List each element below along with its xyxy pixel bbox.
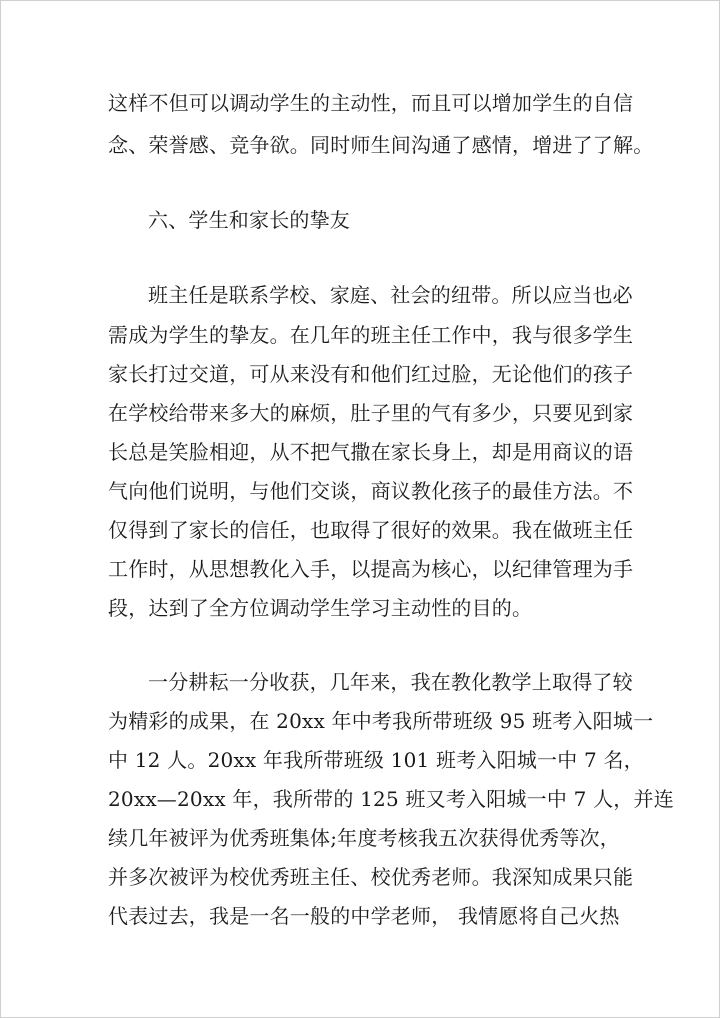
- paragraph-1-line-2: 念、荣誉感、竞争欲。同时师生间沟通了感情，增进了了解。: [108, 133, 654, 157]
- paragraph-2-line-5: 长总是笑脸相迎，从不把气撒在家长身上，却是用商议的语: [108, 440, 634, 464]
- paragraph-2-line-4: 在学校给带来多大的麻烦，肚子里的气有多少，只要见到家: [108, 401, 634, 425]
- paragraph-2-line-7: 仅得到了家长的信任，也取得了很好的效果。我在做班主任: [108, 518, 634, 542]
- paragraph-3-line-2: 为精彩的成果，在 20xx 年中考我所带班级 95 班考入阳城一: [108, 709, 654, 733]
- paragraph-3-line-4: 20xx—20xx 年，我所带的 125 班又考入阳城一中 7 人，并连: [108, 787, 674, 811]
- paragraph-2-line-6: 气向他们说明，与他们交谈，商议教化孩子的最佳方法。不: [108, 479, 634, 503]
- paragraph-3-line-5: 续几年被评为优秀班集体;年度考核我五次获得优秀等次，: [108, 826, 620, 850]
- paragraph-3-line-1: 一分耕耘一分收获，几年来，我在教化教学上取得了较: [148, 670, 633, 694]
- paragraph-3-line-6: 并多次被评为校优秀班主任、校优秀老师。我深知成果只能: [108, 865, 634, 889]
- paragraph-2-line-9: 段，达到了全方位调动学生学习主动性的目的。: [108, 596, 533, 620]
- paragraph-2-line-3: 家长打过交道，可从来没有和他们红过脸，无论他们的孩子: [108, 362, 634, 386]
- paragraph-2-line-1: 班主任是联系学校、家庭、社会的纽带。所以应当也必: [148, 283, 633, 307]
- paragraph-1-line-1: 这样不但可以调动学生的主动性，而且可以增加学生的自信: [108, 91, 634, 115]
- paragraph-2-line-8: 工作时，从思想教化入手，以提高为核心，以纪律管理为手: [108, 557, 634, 581]
- paragraph-3-line-3: 中 12 人。20xx 年我所带班级 101 班考入阳城一中 7 名，: [108, 748, 644, 772]
- paragraph-2-line-2: 需成为学生的挚友。在几年的班主任工作中，我与很多学生: [108, 323, 634, 347]
- section-heading: 六、学生和家长的挚友: [148, 208, 350, 232]
- paragraph-3-line-7: 代表过去，我是一名一般的中学老师， 我情愿将自己火热: [108, 904, 620, 928]
